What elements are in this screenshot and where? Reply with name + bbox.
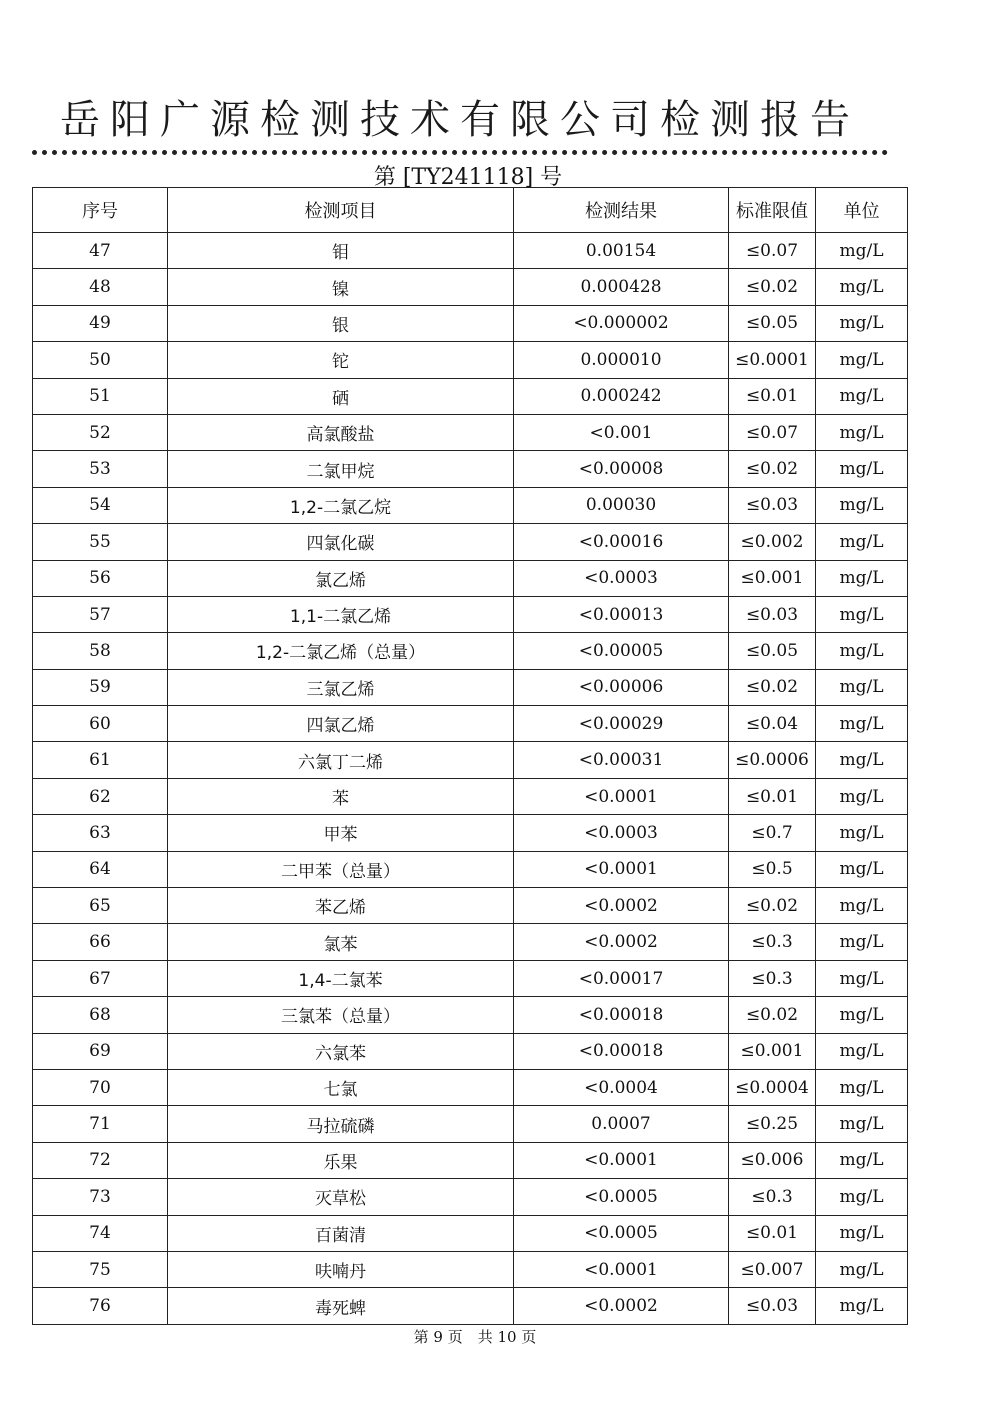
test-item: 氯苯 (168, 924, 514, 960)
standard-limit: ≤0.01 (729, 778, 816, 814)
test-result: <0.00005 (514, 633, 729, 669)
test-item: 乐果 (168, 1142, 514, 1178)
row-index: 66 (33, 924, 168, 960)
row-index: 67 (33, 960, 168, 996)
standard-limit: ≤0.0004 (729, 1069, 816, 1105)
standard-limit: ≤0.25 (729, 1106, 816, 1142)
unit: mg/L (816, 1142, 908, 1178)
test-item: 钼 (168, 233, 514, 269)
test-result: <0.00008 (514, 451, 729, 487)
test-item: 六氯苯 (168, 1033, 514, 1069)
row-index: 70 (33, 1069, 168, 1105)
row-index: 62 (33, 778, 168, 814)
test-result: <0.0002 (514, 1288, 729, 1324)
unit: mg/L (816, 487, 908, 523)
table-row (33, 633, 908, 669)
test-item: 三氯苯（总量） (168, 997, 514, 1033)
standard-limit: ≤0.01 (729, 378, 816, 414)
test-item: 铊 (168, 342, 514, 378)
standard-limit: ≤0.02 (729, 269, 816, 305)
col-header-item: 检测项目 (168, 188, 514, 233)
test-result: <0.00031 (514, 742, 729, 778)
standard-limit: ≤0.03 (729, 1288, 816, 1324)
test-result: 0.000010 (514, 342, 729, 378)
test-result: <0.0004 (514, 1069, 729, 1105)
test-result: <0.0005 (514, 1179, 729, 1215)
standard-limit: ≤0.3 (729, 960, 816, 996)
test-result: <0.0001 (514, 778, 729, 814)
unit: mg/L (816, 960, 908, 996)
test-result: <0.0001 (514, 1142, 729, 1178)
row-index: 65 (33, 888, 168, 924)
table-row (33, 378, 908, 414)
test-result: <0.00006 (514, 669, 729, 705)
table-row (33, 1069, 908, 1105)
table-row (33, 487, 908, 523)
row-index: 50 (33, 342, 168, 378)
unit: mg/L (816, 1179, 908, 1215)
test-item: 六氯丁二烯 (168, 742, 514, 778)
unit: mg/L (816, 1106, 908, 1142)
test-result: <0.00017 (514, 960, 729, 996)
test-result: <0.0003 (514, 560, 729, 596)
row-index: 75 (33, 1251, 168, 1287)
row-index: 58 (33, 633, 168, 669)
standard-limit: ≤0.006 (729, 1142, 816, 1178)
table-row (33, 596, 908, 632)
table-row (33, 851, 908, 887)
test-item: 马拉硫磷 (168, 1106, 514, 1142)
table-row (33, 1288, 908, 1324)
test-item: 七氯 (168, 1069, 514, 1105)
standard-limit: ≤0.5 (729, 851, 816, 887)
unit: mg/L (816, 524, 908, 560)
row-index: 61 (33, 742, 168, 778)
standard-limit: ≤0.3 (729, 924, 816, 960)
standard-limit: ≤0.02 (729, 997, 816, 1033)
table-row (33, 815, 908, 851)
table-row (33, 924, 908, 960)
test-result: 0.00154 (514, 233, 729, 269)
row-index: 51 (33, 378, 168, 414)
row-index: 47 (33, 233, 168, 269)
test-result: 0.0007 (514, 1106, 729, 1142)
row-index: 49 (33, 305, 168, 341)
table-row (33, 1215, 908, 1251)
table-row (33, 305, 908, 341)
standard-limit: ≤0.007 (729, 1251, 816, 1287)
report-title: 岳阳广源检测技术有限公司检测报告 (60, 97, 860, 143)
table-row (33, 669, 908, 705)
test-item: 1,1-二氯乙烯 (168, 596, 514, 632)
standard-limit: ≤0.01 (729, 1215, 816, 1251)
table-row (33, 524, 908, 560)
table-row (33, 888, 908, 924)
test-result: 0.00030 (514, 487, 729, 523)
row-index: 69 (33, 1033, 168, 1069)
test-result: <0.0001 (514, 1251, 729, 1287)
table-row (33, 1142, 908, 1178)
test-result: <0.00016 (514, 524, 729, 560)
test-item: 三氯乙烯 (168, 669, 514, 705)
row-index: 73 (33, 1179, 168, 1215)
table-row (33, 342, 908, 378)
test-result: <0.00013 (514, 596, 729, 632)
row-index: 68 (33, 997, 168, 1033)
test-item: 苯 (168, 778, 514, 814)
row-index: 71 (33, 1106, 168, 1142)
unit: mg/L (816, 1288, 908, 1324)
row-index: 57 (33, 596, 168, 632)
col-header-index: 序号 (33, 188, 168, 233)
test-item: 镍 (168, 269, 514, 305)
test-item: 毒死蜱 (168, 1288, 514, 1324)
table-row (33, 1179, 908, 1215)
test-item: 二氯甲烷 (168, 451, 514, 487)
unit: mg/L (816, 778, 908, 814)
table-row (33, 560, 908, 596)
row-index: 64 (33, 851, 168, 887)
standard-limit: ≤0.02 (729, 888, 816, 924)
unit: mg/L (816, 815, 908, 851)
unit: mg/L (816, 1251, 908, 1287)
unit: mg/L (816, 1069, 908, 1105)
table-row (33, 706, 908, 742)
test-result: <0.0005 (514, 1215, 729, 1251)
standard-limit: ≤0.07 (729, 233, 816, 269)
table-row (33, 233, 908, 269)
table-row (33, 997, 908, 1033)
test-result: <0.0002 (514, 924, 729, 960)
test-item: 四氯乙烯 (168, 706, 514, 742)
page-footer: 第 9 页 共 10 页 (413, 1328, 537, 1346)
test-item: 百菌清 (168, 1215, 514, 1251)
row-index: 48 (33, 269, 168, 305)
table-row (33, 414, 908, 450)
unit: mg/L (816, 888, 908, 924)
test-result: <0.00029 (514, 706, 729, 742)
results-table (32, 187, 908, 1325)
table-row (33, 1251, 908, 1287)
test-result: 0.000242 (514, 378, 729, 414)
standard-limit: ≤0.3 (729, 1179, 816, 1215)
col-header-unit: 单位 (816, 188, 908, 233)
test-item: 1,2-二氯乙烯（总量） (168, 633, 514, 669)
unit: mg/L (816, 233, 908, 269)
test-result: <0.0002 (514, 888, 729, 924)
test-result: <0.00018 (514, 1033, 729, 1069)
row-index: 63 (33, 815, 168, 851)
row-index: 72 (33, 1142, 168, 1178)
test-item: 四氯化碳 (168, 524, 514, 560)
unit: mg/L (816, 451, 908, 487)
test-result: <0.0003 (514, 815, 729, 851)
standard-limit: ≤0.7 (729, 815, 816, 851)
unit: mg/L (816, 706, 908, 742)
unit: mg/L (816, 269, 908, 305)
row-index: 55 (33, 524, 168, 560)
unit: mg/L (816, 742, 908, 778)
test-item: 银 (168, 305, 514, 341)
unit: mg/L (816, 924, 908, 960)
row-index: 54 (33, 487, 168, 523)
table-row (33, 960, 908, 996)
unit: mg/L (816, 669, 908, 705)
test-result: 0.000428 (514, 269, 729, 305)
table-row (33, 451, 908, 487)
standard-limit: ≤0.07 (729, 414, 816, 450)
col-header-limit: 标准限值 (729, 188, 816, 233)
test-item: 苯乙烯 (168, 888, 514, 924)
standard-limit: ≤0.05 (729, 305, 816, 341)
table-row (33, 1033, 908, 1069)
test-item: 二甲苯（总量） (168, 851, 514, 887)
unit: mg/L (816, 633, 908, 669)
unit: mg/L (816, 305, 908, 341)
table-row (33, 778, 908, 814)
standard-limit: ≤0.02 (729, 451, 816, 487)
unit: mg/L (816, 342, 908, 378)
test-item: 甲苯 (168, 815, 514, 851)
unit: mg/L (816, 1215, 908, 1251)
test-item: 1,2-二氯乙烷 (168, 487, 514, 523)
row-index: 76 (33, 1288, 168, 1324)
test-item: 呋喃丹 (168, 1251, 514, 1287)
standard-limit: ≤0.001 (729, 1033, 816, 1069)
table-row (33, 742, 908, 778)
table-row (33, 269, 908, 305)
standard-limit: ≤0.001 (729, 560, 816, 596)
unit: mg/L (816, 378, 908, 414)
row-index: 74 (33, 1215, 168, 1251)
row-index: 52 (33, 414, 168, 450)
test-item: 硒 (168, 378, 514, 414)
standard-limit: ≤0.04 (729, 706, 816, 742)
standard-limit: ≤0.0006 (729, 742, 816, 778)
dotted-divider (32, 150, 888, 155)
unit: mg/L (816, 997, 908, 1033)
standard-limit: ≤0.0001 (729, 342, 816, 378)
row-index: 56 (33, 560, 168, 596)
unit: mg/L (816, 560, 908, 596)
unit: mg/L (816, 851, 908, 887)
test-item: 高氯酸盐 (168, 414, 514, 450)
col-header-result: 检测结果 (514, 188, 729, 233)
table-header-row (33, 188, 908, 233)
standard-limit: ≤0.03 (729, 487, 816, 523)
standard-limit: ≤0.05 (729, 633, 816, 669)
standard-limit: ≤0.02 (729, 669, 816, 705)
test-result: <0.000002 (514, 305, 729, 341)
unit: mg/L (816, 596, 908, 632)
standard-limit: ≤0.03 (729, 596, 816, 632)
test-result: <0.001 (514, 414, 729, 450)
row-index: 59 (33, 669, 168, 705)
standard-limit: ≤0.002 (729, 524, 816, 560)
test-item: 氯乙烯 (168, 560, 514, 596)
row-index: 60 (33, 706, 168, 742)
unit: mg/L (816, 1033, 908, 1069)
test-result: <0.0001 (514, 851, 729, 887)
row-index: 53 (33, 451, 168, 487)
test-item: 1,4-二氯苯 (168, 960, 514, 996)
unit: mg/L (816, 414, 908, 450)
test-result: <0.00018 (514, 997, 729, 1033)
table-row (33, 1106, 908, 1142)
test-item: 灭草松 (168, 1179, 514, 1215)
report-number: 第 [TY241118] 号 (373, 165, 563, 190)
